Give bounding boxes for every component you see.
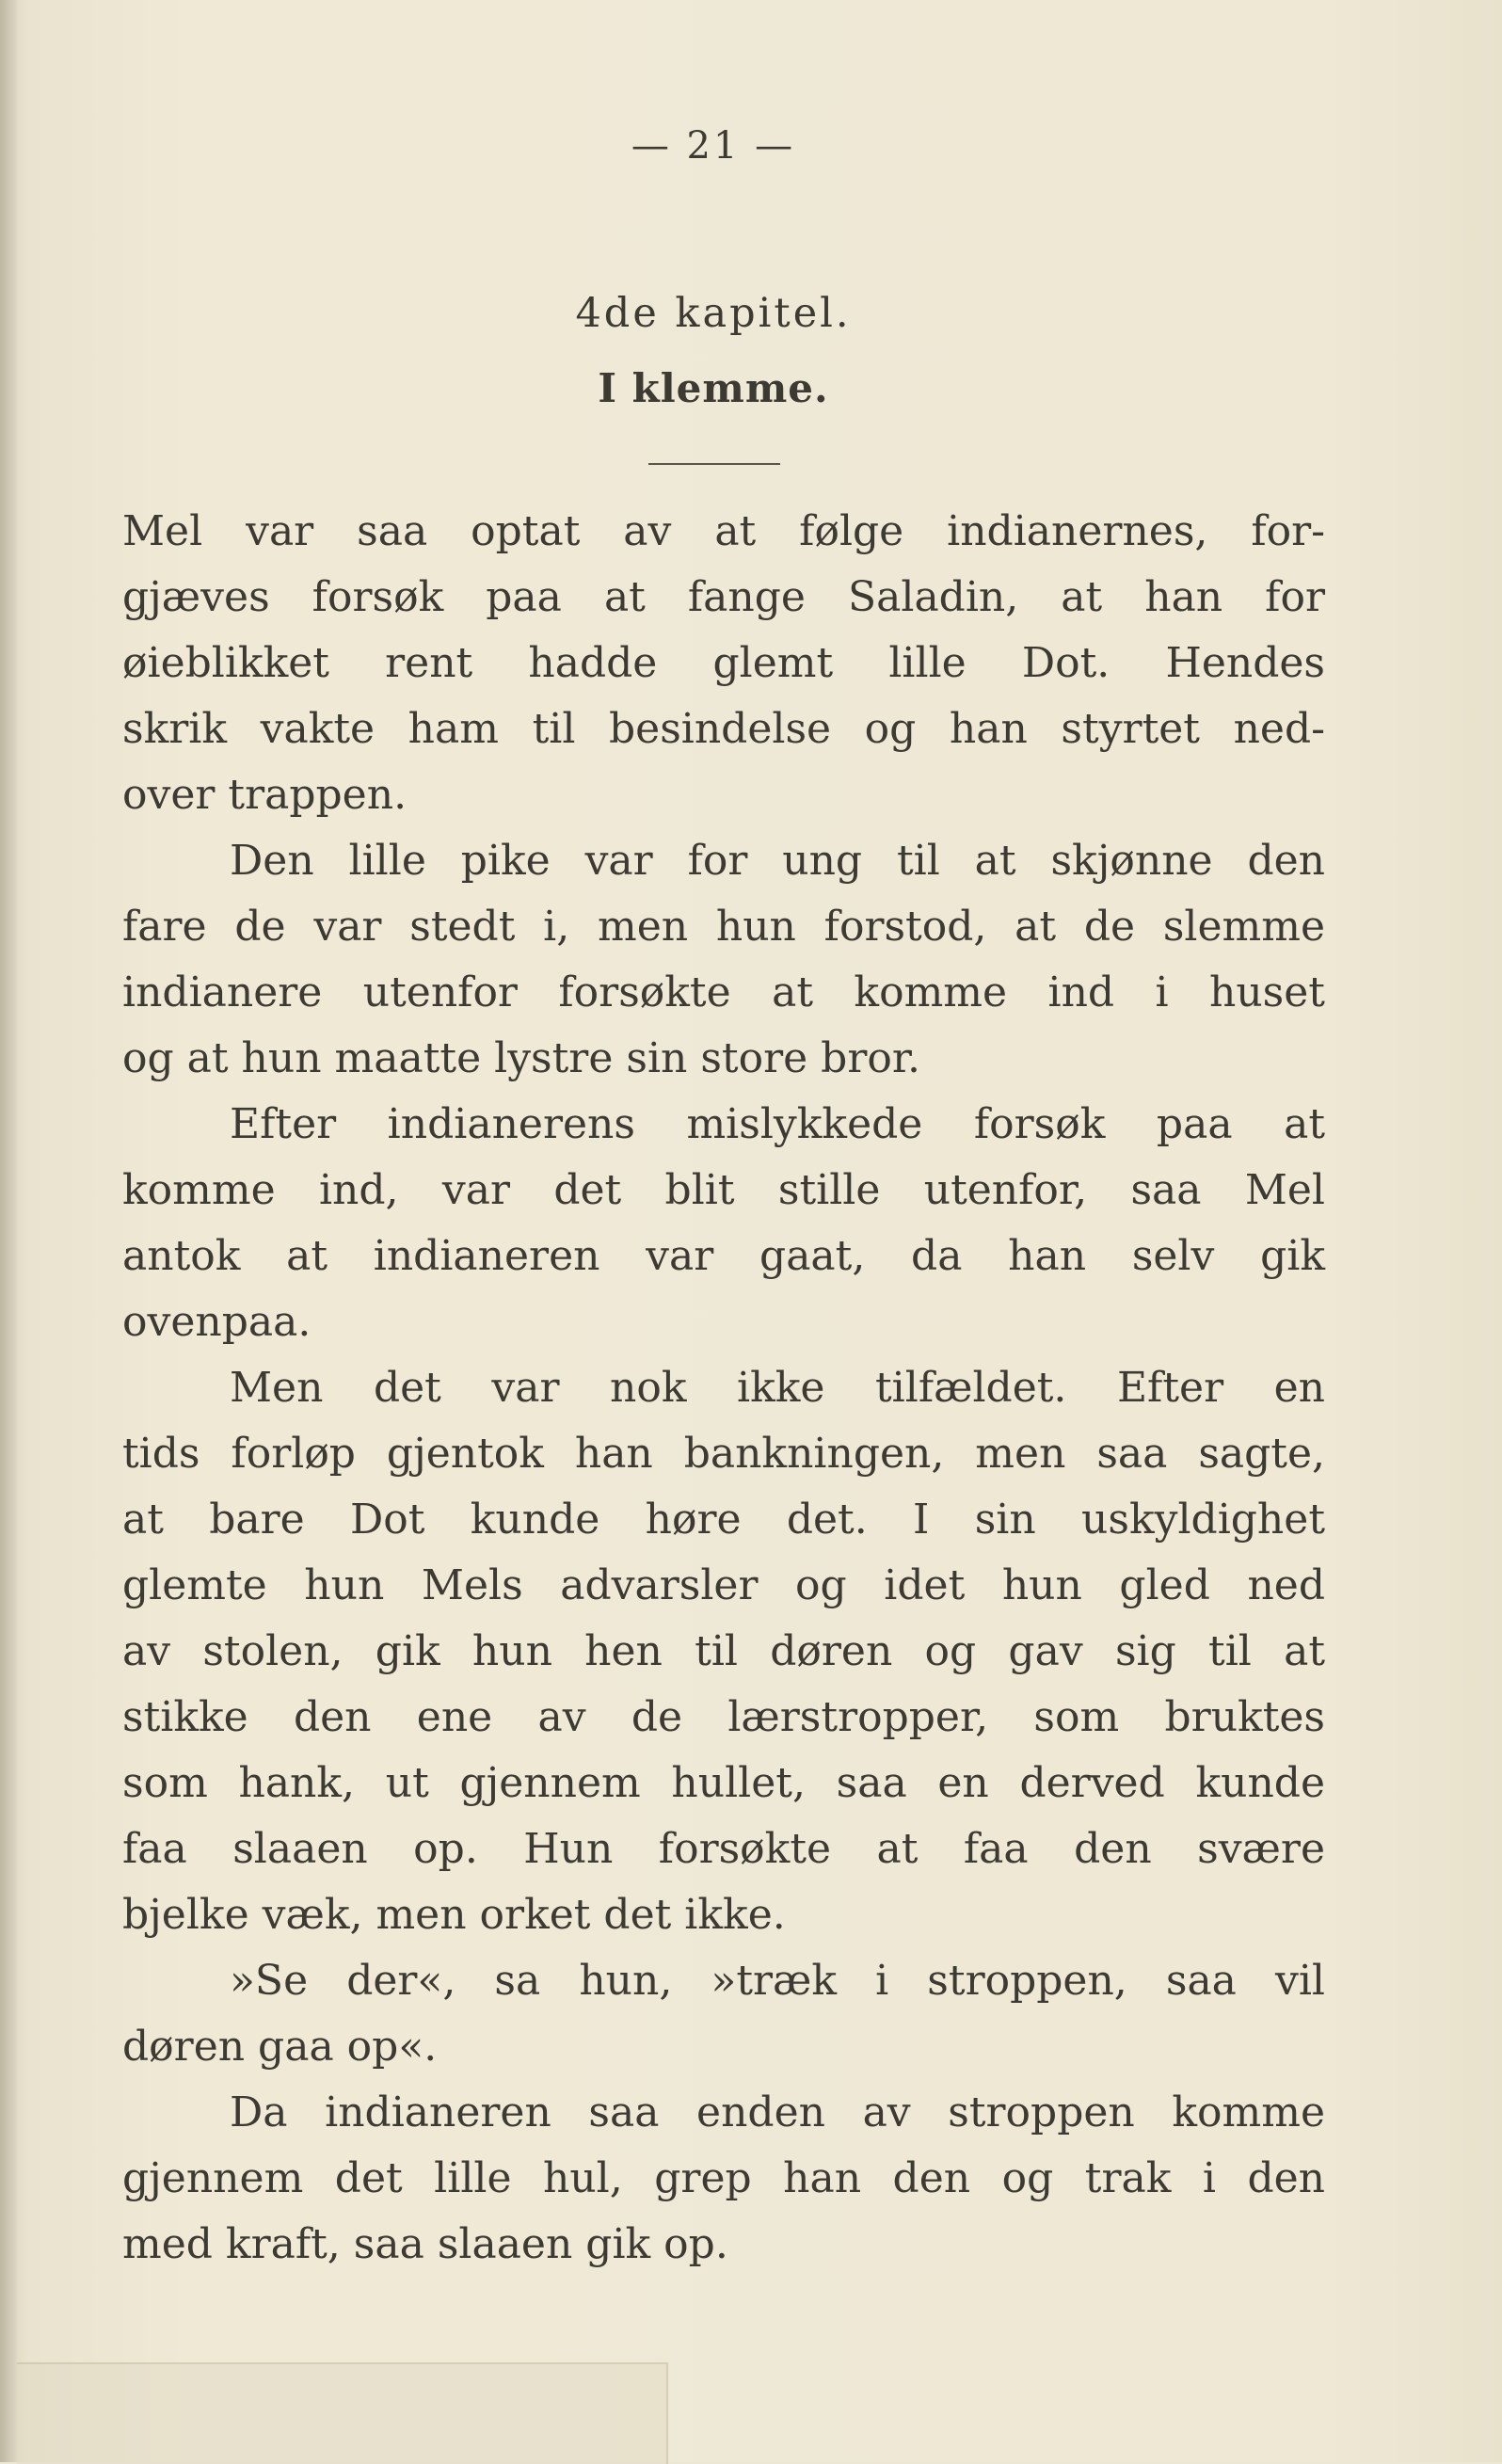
text-line: bjelke væk, men orket det ikke. (122, 1891, 786, 1939)
text-line: at bare Dot kunde høre det. I sin uskyldighet (122, 1496, 1325, 1544)
text-line: fare de var stedt i, men hun forstod, at de slemme (122, 903, 1325, 951)
chapter-heading: 4de kapitel. (575, 290, 852, 337)
text-line: Mel var saa optat av at følge indianernes, for- (122, 507, 1325, 555)
chapter-title: I klemme. (598, 365, 829, 411)
text-line: glemte hun Mels advarsler og idet hun gled ned (122, 1561, 1325, 1609)
text-line: skrik vakte ham til besindelse og han styrtet ned- (122, 705, 1325, 753)
text-line: øieblikket rent hadde glemt lille Dot. Hendes (122, 639, 1325, 687)
text-line: tids forløp gjentok han bankningen, men saa sagte, (122, 1430, 1325, 1478)
text-line: over trappen. (122, 771, 407, 819)
text-line: Efter indianerens mislykkede forsøk paa at (230, 1100, 1325, 1148)
text-line: komme ind, var det blit stille utenfor, saa Mel (122, 1166, 1325, 1214)
text-line: ovenpaa. (122, 1298, 312, 1346)
text-line: Da indianeren saa enden av stroppen komme (230, 2088, 1325, 2136)
text-line: Den lille pike var for ung til at skjønne den (230, 837, 1325, 885)
text-line: av stolen, gik hun hen til døren og gav sig til at (122, 1627, 1325, 1675)
page-fold-shadow (17, 2362, 668, 2464)
body-text (122, 499, 1325, 2278)
text-line: med kraft, saa slaaen gik op. (122, 2220, 728, 2268)
text-line: »Se der«, sa hun, »træk i stroppen, saa vil (230, 1957, 1325, 2005)
text-line: som hank, ut gjennem hullet, saa en derved kunde (122, 1759, 1325, 1807)
text-line: gjennem det lille hul, grep han den og trak i den (122, 2154, 1325, 2202)
text-line: faa slaaen op. Hun forsøkte at faa den svære (122, 1825, 1325, 1873)
text-line: og at hun maatte lystre sin store bror. (122, 1034, 921, 1082)
text-line: stikke den ene av de lærstropper, som bruktes (122, 1693, 1325, 1741)
text-line: gjæves forsøk paa at fange Saladin, at han for (122, 573, 1325, 621)
page-number: — 21 — (631, 124, 796, 168)
text-line: Men det var nok ikke tilfældet. Efter en (230, 1364, 1325, 1412)
text-line: døren gaa op«. (122, 2023, 438, 2071)
title-divider (648, 463, 780, 465)
text-line: indianere utenfor forsøkte at komme ind i huset (122, 968, 1325, 1016)
text-line: antok at indianeren var gaat, da han selv gik (122, 1232, 1325, 1280)
